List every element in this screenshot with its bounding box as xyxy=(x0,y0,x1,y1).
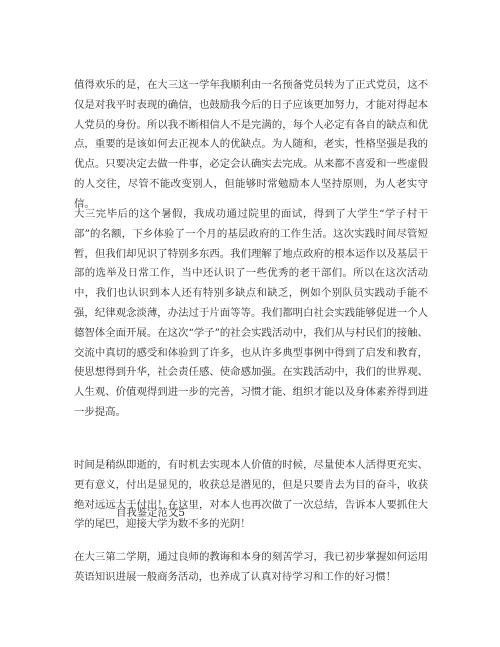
paragraph-party-membership: 值得欢乐的是，在大三这一学年我顺利由一名预备党员转为了正式党员，这不仅是对我平时表现的确信，也鼓励我今后的日子应该更加努力，才能对得起本人党员的身份。所以我不断相信人不是完满的，每个人必定有各自的缺点和优点，重要的是该如何去正视本人的优缺点。为人随和，老实，性格坚强是我的优点。只要决定去做一件事，必定会认确实去完成。从来都不喜爱和一些虚假的人交往，尽管不能改变别人，但能够时常勉励本人坚持原则，为人老实守信。 xyxy=(74,79,428,210)
section-heading: 自我鉴定范文5 xyxy=(116,507,185,519)
paragraph-english-study: 在大三第二学期，通过良师的教诲和本身的刻苦学习，我已初步掌握如何运用英语知识进展一般商务活动，也养成了认真对待学习和工作的好习惯！ xyxy=(74,551,428,583)
paragraph-summer-practice: 大三完毕后的这个暑假，我成功通过院里的面试，得到了大学生“学子村干部”的名额，下乡体验了一个月的基层政府的工作生活。这次实践时间尽管短暂，但我们却见识了特别多东西。我们理解了地点政府的根本运作以及基层干部的选举及日常工作，当中还认识了一些优秀的老干部们。所以在这次活动中，我们也认识到本人还有特别多缺点和缺乏，例如个别队员实践动手能不强，纪律观念淡薄，办法过于片面等等。我们都明白社会实践能够促进一个人德智体全面开展。在这次“学子”的社会实践活动中，我们从与村民们的接触、交流中真切的感受和体验到了许多，也从许多典型事例中得到了启发和教育，使思想得到升华，社会责任感、使命感加强。在实践活动中，我们的世界观、人生观、价值观得到进一步的完善，习惯才能、组织才能以及身体素养得到进一步提高。 xyxy=(74,208,428,418)
paragraph-time-reflection: 时间是稍纵即逝的，有时机去实现本人价值的时候，尽量使本人活得更充实、更有意义，付出是显见的，收获总是潜见的，但是只要肯去为目的奋斗，收获绝对远远大于付出！在这里，对本人也再次做了一次总结，告诉本人要抓住大学的尾巴，迎接大学为数不多的光阴！ xyxy=(74,459,428,531)
